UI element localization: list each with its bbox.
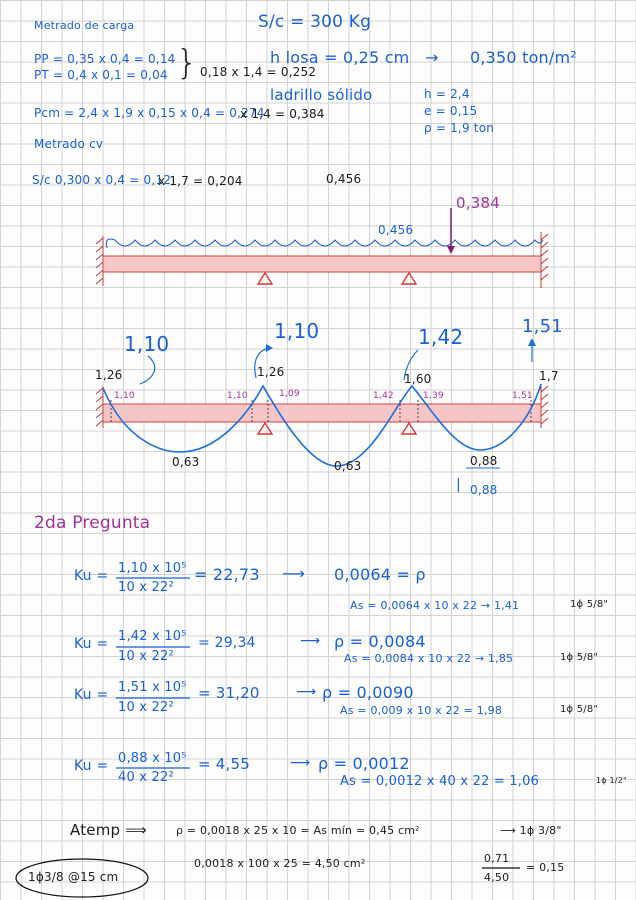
ku-den-1: 10 x 22² <box>118 580 174 595</box>
face-moment-5: 1,39 <box>423 391 444 401</box>
positive-moment-3: 0,88 <box>470 454 498 468</box>
metrado-cv: Metrado cv <box>34 137 104 151</box>
bar-2: 1ϕ 5/8" <box>560 652 599 663</box>
slab-thickness: h losa = 0,25 cm <box>270 48 410 67</box>
ku-den-2: 10 x 22² <box>118 649 174 664</box>
atemp-equation: ρ = 0,0018 x 25 x 10 = As mín = 0,45 cm² <box>176 824 420 837</box>
total-load: 0,456 <box>326 172 362 186</box>
face-moment-3: 1,09 <box>279 389 300 399</box>
pcm-line: Pcm = 2,4 x 1,9 x 0,15 x 0,4 = 0,274 <box>34 106 265 120</box>
ku-num-4: 0,88 x 10⁵ <box>118 751 187 766</box>
pcm-factored: x 1,4 = 0,384 <box>240 107 325 121</box>
fraction-numerator: 0,71 <box>484 852 510 865</box>
ku-result-4: = 4,55 <box>198 755 250 773</box>
ku-label-3: Ku = <box>74 687 109 703</box>
ku-arrow-1: ⟶ <box>282 564 306 583</box>
section-title: 2da Pregunta <box>34 513 151 533</box>
moment-big-mid: 1,10 <box>274 319 320 343</box>
ku-den-4: 40 x 22² <box>118 770 174 785</box>
ku-result-2: = 29,34 <box>198 635 256 651</box>
sc-line: S/c 0,300 x 0,4 = 0,12 <box>32 173 172 187</box>
ku-num-1: 1,10 x 10⁵ <box>118 561 187 576</box>
last-equation: 0,0018 x 100 x 25 = 4,50 cm² <box>194 857 366 870</box>
rho-3: ρ = 0,0090 <box>322 683 414 702</box>
moment-big-right-mid: 1,42 <box>418 325 464 349</box>
bar-4: 1ϕ 1/2" <box>596 776 627 785</box>
ku-result-3: = 31,20 <box>198 684 260 702</box>
ku-num-2: 1,42 x 10⁵ <box>118 629 187 644</box>
ku-arrow-3: ⟶ <box>296 684 317 700</box>
distributed-load-label: 0,456 <box>378 223 414 237</box>
slab-load: 0,350 ton/m² <box>470 48 577 67</box>
arrow-1: → <box>425 48 439 67</box>
ku-label-4: Ku = <box>74 758 109 774</box>
fraction-result: = 0,15 <box>526 861 565 874</box>
bracket: | <box>456 477 461 493</box>
as-4: As = 0,0012 x 40 x 22 = 1,06 <box>340 774 540 789</box>
solid-brick: ladrillo sólido <box>270 86 373 104</box>
as-2: As = 0,0084 x 10 x 22 → 1,85 <box>344 652 514 665</box>
e-value: e = 0,15 <box>424 104 478 118</box>
metrado-title: Metrado de carga <box>34 19 135 32</box>
ku-arrow-4: ⟶ <box>290 755 311 771</box>
positive-moment-3-copy: 0,88 <box>470 483 498 497</box>
moment-support-2-value: 1,60 <box>404 372 432 386</box>
fraction-denominator: 4,50 <box>484 871 510 884</box>
circle-note: 1ϕ3/8 @15 cm <box>28 870 119 884</box>
live-load-header: S/c = 300 Kg <box>258 12 372 32</box>
positive-moment-1: 0,63 <box>172 455 200 469</box>
ku-den-3: 10 x 22² <box>118 700 174 715</box>
ku-label-1: Ku = <box>74 568 109 584</box>
moment-support-1-value: 1,26 <box>257 365 285 379</box>
moment-big-left: 1,10 <box>124 332 170 356</box>
ku-label-2: Ku = <box>74 636 109 652</box>
pp-line: PP = 0,35 x 0,4 = 0,14 <box>34 52 176 66</box>
sc-factored: x 1,7 = 0,204 <box>158 174 243 188</box>
ku-result-1: = 22,73 <box>194 565 260 584</box>
ku-num-3: 1,51 x 10⁵ <box>118 680 187 695</box>
face-moment-6: 1,51 <box>512 391 533 401</box>
face-moment-2: 1,10 <box>227 391 248 401</box>
ku-arrow-2: ⟶ <box>300 633 321 649</box>
point-load-label: 0,384 <box>456 194 500 212</box>
moment-support-left: 1,26 <box>95 368 123 382</box>
h-value: h = 2,4 <box>424 87 470 101</box>
bar-3: 1ϕ 5/8" <box>560 704 599 715</box>
bar-1: 1ϕ 5/8" <box>570 599 609 610</box>
face-moment-1: 1,10 <box>114 391 135 401</box>
positive-moment-2: 0,63 <box>334 459 362 473</box>
rho-4: ρ = 0,0012 <box>318 754 410 773</box>
as-3: As = 0,009 x 10 x 22 = 1,98 <box>340 704 503 717</box>
moment-support-right: 1,7 <box>539 369 559 383</box>
as-1: As = 0,0064 x 10 x 22 → 1,41 <box>350 599 520 612</box>
rho-1: 0,0064 = ρ <box>334 565 426 584</box>
rho-value: ρ = 1,9 ton <box>424 121 495 135</box>
atemp-bar: ⟶ 1ϕ 3/8" <box>500 824 562 837</box>
face-moment-4: 1,42 <box>373 391 394 401</box>
brace: } <box>176 43 198 83</box>
atemp-label: Atemp ⟹ <box>70 821 147 839</box>
dead-load-sum: 0,18 x 1,4 = 0,252 <box>200 65 317 79</box>
moment-big-right: 1,51 <box>522 316 563 337</box>
rho-2: ρ = 0,0084 <box>334 632 426 651</box>
pt-line: PT = 0,4 x 0,1 = 0,04 <box>34 68 168 82</box>
